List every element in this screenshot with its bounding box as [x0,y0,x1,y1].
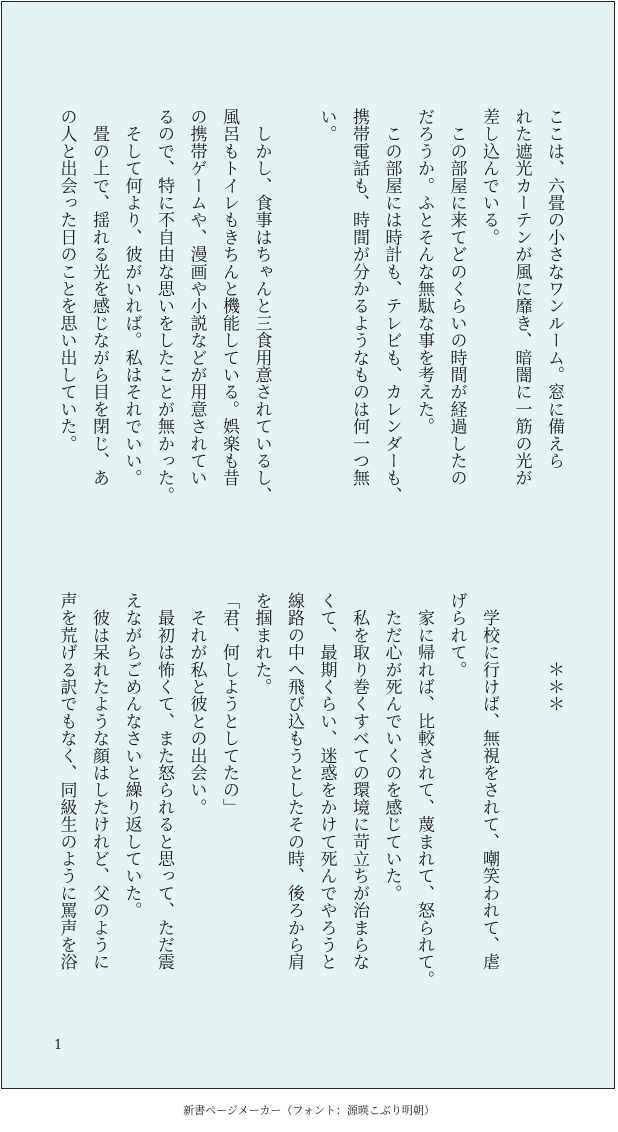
text-line: そして何より、彼がいれば。私はそれでいい。 [121,108,142,487]
text-line: それが私と彼との出会い。 [186,592,207,816]
text-line: 学校に行けば、無視をされて、嘲笑われて、虐 [479,592,499,971]
text-line: 家に帰れば、比較されて、蔑まれて、怒られて。 [414,592,434,988]
text-line: を掴まれた。 [251,592,272,696]
text-line: るので、特に不自由な思いをしたことが無かった。 [154,108,174,504]
text-line: だろうか。ふとそんな無駄な事を考えた。 [414,108,434,435]
text-line: 声を荒げる訳でもなく、同級生のように罵声を浴 [56,592,77,971]
text-line: 最初は怖くて、また怒られると思って、ただ震 [154,592,174,971]
text-line: 彼は呆れたような顔はしたけれど、父のように [89,592,109,971]
text-line: 携帯電話も、時間が分かるようなものは何一つ無 [349,108,369,487]
page-number: 1 [54,1038,63,1053]
text-line: えながらごめんなさいと繰り返していた。 [121,592,142,919]
text-line: 「君、何しようとしてたの」 [219,592,239,816]
text-line: しかし、食事はちゃんと三食用意されているし、 [251,108,272,504]
text-line: くて、最期くらい、迷惑をかけて死んでやろうと [316,592,337,971]
text-line: 私を取り巻くすべての環境に苛立ちが治まらな [349,592,369,971]
text-line: い。 [316,108,337,143]
footer-caption: 新書ページメーカー（フォント：源暎こぶり明朝） [183,1104,435,1117]
text-line [505,592,538,1012]
text-line: 畳の上で、揺れる光を感じながら目を閉じ、あ [89,108,109,487]
text-line: の人と出会った日のことを思い出していた。 [56,108,77,452]
top-text-block [50,108,570,528]
text-line [278,108,311,528]
text-line: ＊＊＊ [544,592,564,713]
text-line: この部屋には時計も、テレビも、カレンダーも、 [381,108,402,504]
text-line: の携帯ゲームや、漫画や小説などが用意されてい [186,108,207,487]
text-line: 風呂もトイレもきちんと機能している。娯楽も昔 [219,108,239,487]
text-line: 線路の中へ飛び込もうとしたその時、後ろから肩 [284,592,304,971]
text-line: れた遮光カーテンが風に靡き、暗闇に一筋の光が [511,108,532,487]
text-line: この部屋に来てどのくらいの時間が経過したの [446,108,467,487]
text-line: ただ心が死んでいくのを感じていた。 [381,592,402,902]
bottom-text-block [50,592,570,1012]
book-page [1,1,615,1089]
text-line: 差し込んでいる。 [479,108,499,246]
text-line: げられて。 [446,592,467,678]
text-line: ここは、六畳の小さなワンルーム。窓に備えら [544,108,564,470]
